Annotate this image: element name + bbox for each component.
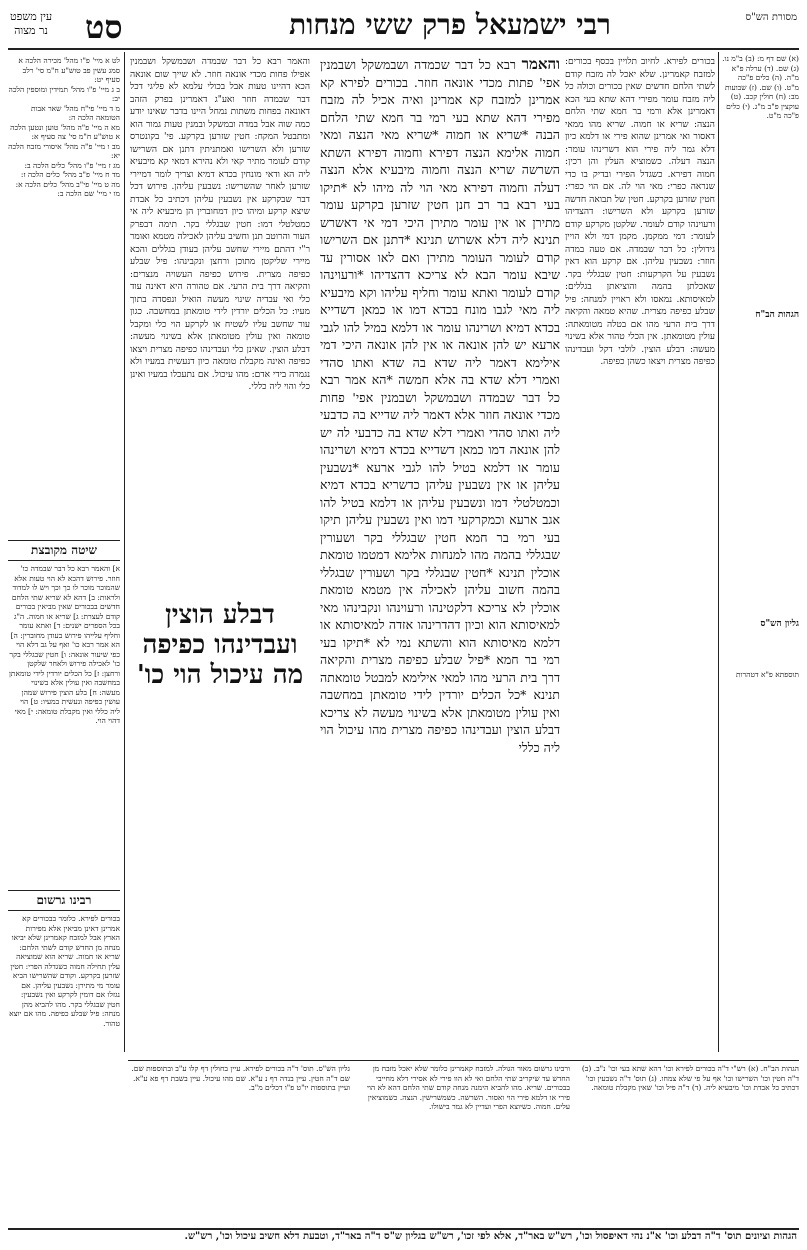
rabbenu-gershom-text: בכורים לפירא. כלומר בבכורים קא אמרינן דאינן מביאין אלא מפירות הארץ אבל למזבח קאמרינן שלא יביאו מנחה מן החדש קודם לשתי הלחם: שריא או חמוה. שריא הוא שמוציאה עלין תחילה חמוה כשגדלה הפרי: חטין שזרען בקרקע. וקודם שהשרישו הביא עומר מי מתירן: נשבעין עליהן. אם נגזלו אם דומין לקרקע ואין נשבעין: חטין שבגללי בקר. מהו להביא מהן מנחה: פיל שבלע כפיפה. מהו אם יוצא טהור. <box>9 914 120 1028</box>
mesorat-hashas-margin <box>721 54 799 814</box>
shita-mekubetzet-text: א] והאמר רבא כל דבר שבמדה כו' חוזר. פירוש דהכא לא הוי טעות אלא שהמוכר מוכר לו כך וכך ויש לו למדוד ולראות: ב] דהא לא שריא שתי הלחם חדשים בבכורים שאין מביאין בכורים קודם לעצרת: ג] שריא או חמוה. ה"ג בכל הספרים ישנים: ד] ואתא עומר וחליף עלייהו פירוש בעודן מחוברין: ה] הא אמר רבא כו' ואף על גב דלא הוי כפי שיעור אונאה: ו] חטין שבגללי בקר כו' לאכילה פירוש ולאחר שלקטן ורחצן: ז] כל הכלים יורדין לידי טומאתן במחשבה ואין עולין אלא בשינוי מעשה: ח] בלע הוצין פירוש שמהן עושין כפיפה ונעשית במעיו: ט] הוי ליה כללי ואין מקבלת טומאה: י] מאי דהוי הוי. <box>8 564 120 725</box>
rabbenu-gershom-bottom: ורבינו גרשום מאור הגולה. למזבח קאמרינן כלומר שלא יאכל מזבח מן החדש עד שיקריב שתי הלחם ואי לא הוו פירי לא אסירי דלא מחייבי בבכורים. שריא. מהו להביא הימנה מנחה קודם שתי הלחם דהא לא הוי פירי או דלמא פירי הוי ואסור. השרשה. כשמשרישין. הנצה. כשמוציאין עלים. חמוה. כשיוצא הפרי ועדיין לא גמר בישולו. <box>367 1064 570 1111</box>
gilyon-hashas-bottom: גליון הש"ס. תוס' ד"ה בכורים לפירא. עיין בחולין דף קלו ע"ב ובתוספות שם. שם ד"ה חטין. עיין בנדה דף נ ע"א. שם מהו עיכול. עיין בשבת דף פא ע"א. ועיין בתוספות יו"ט פ"ו דכלים מ"ב. <box>131 1064 350 1092</box>
ein-mishpat-item: ב ג מיי' פ"ו מהל' תמידין ומוספין הלכה יב: <box>8 84 120 103</box>
mesorat-label: מסורת הש"ס <box>745 12 797 23</box>
tosafot-text: והאמר רבא כל דבר שבמדה ושבמשקל ושבמנין אפילו פחות מכדי אונאה חוזר. לא שייך שום אונאה הכא דהיינו טעות אבל בכולי עלמא לא פליגי דכל דבר שבמדה חוזר ואע"ג דאמרינן בפרק הזהב דאונאה בפחות משתות נמחל היינו בדבר שאינו יודע כמה שוה אבל במדה ובמשקל ובמנין טעות גמור הוא ומתבטל המקח: חטין שזרען בקרקע. פי' בקונטרס שזרען ולא השרישו ואמתניתין דתנן אם השרישו קודם לעומר מתיר קאי ולא נהירא דמאי קא מיבעיא ליה הא ודאי מונחין בכדא דמיא וצריך לומר דמיירי שזרען לאחר שהשרישו: נשבעין עליהן. פירוש דכל דבר שבקרקע אין נשבעין עליהן דכתיב כל אבדת שיצא קרקע ומיהו כיון דמחוברין הן מיבעיא ליה אי כמטלטלי דמו: חטין שבגללי בקר. תימה דבפרק העור והרוטב תנן וחשיב עליהן לאכילה מטמא ואומר ר"י דהתם מיירי שחשב עליהן בעודן בגללים והכא מיירי שליקטן מתוכן ורחצן ונקבינהו: פיל שבלע כפיפה מצרית. פירוש כפיפה העשויה מנצרים: והקיאה דרך בית הרעי. אם טהורה היא דאינה עוד כלי ואי עבדיה שינוי מעשה הואיל ונפסדה בתוך מעיו: כל הכלים יורדין לידי טומאתן במחשבה. כגון עור שחשב עליו לשטיח או לקרקע הוי כלי ומקבל טומאה ואין עולין מטומאתן אלא בשינוי מעשה: דבלע הוצין. שאינן כלי ועבדינהו כפיפה מצרית ויצאו כפיפה ואינה מקבלת טומאה כיון דנעשית במעיו ולא נגמרה בידי אדם: מהו עיכול. אם נתעכלו במעיו ואינן כלי והוי ליה כללי. <box>130 57 310 392</box>
rabbenu-gershom-title: רבינו גרשום <box>8 890 120 911</box>
rabbenu-gershom-box <box>8 890 120 1220</box>
gemara-text <box>320 56 560 856</box>
footer-divider <box>8 1228 799 1230</box>
mesorat-notes: (א) שם דף מ: (ב) ב"מ נו. (ג) שם. (ד) ערלה פ"א מ"ה. (ה) כלים פ"כה מ"ט. (ו) שם. (ז) שבועות מב: (ח) חולין קכב. (ט) עוקצין פ"ב מ"ג. (י) כלים פ"כה מ"ט. <box>722 54 799 120</box>
ein-mishpat-label-line1: עין משפט <box>10 10 53 23</box>
shita-mekubetzet-title: שיטה מקובצת <box>8 540 120 561</box>
page-number: סט <box>85 8 123 46</box>
gemara-opening-word: והאמר <box>521 56 560 73</box>
ein-mishpat-item: מה ט מיי' פי"ב מהל' כלים הלכה א: <box>15 179 120 189</box>
right-margin-rule <box>718 52 719 1052</box>
ein-mishpat-margin <box>8 56 120 526</box>
left-margin-rule <box>124 52 125 1052</box>
hagahot-title: הגהות הב"ח <box>755 309 799 320</box>
ein-mishpat-item: מד ח מיי' פ"ב מהל' כלים הלכה ז: <box>20 170 120 179</box>
ein-mishpat-label-line2: נר מצוה <box>14 24 49 37</box>
ein-mishpat-item: מג ז מיי' פ"ו מהל' כלים הלכה ב: <box>24 160 120 170</box>
header-divider <box>8 48 799 50</box>
hagahot-habach-bottom: הגהות הב"ח. (א) רש"י ד"ה בכורים לפירא וכו' דהא שתא בעי וכו' נ"ב. (ב) ד"ה חטין וכו' השרישו וכו' אף על פי שלא צמחו. (ג) תוס' ד"ה נשבעין וכו' דכתיב כל אבדת וכו' מיבעיא ליה. (ד) ד"ה פיל וכו' שאין מקבלת טומאה. <box>581 1064 799 1092</box>
page-title: רבי ישמעאל פרק ששי מנחות <box>289 8 611 41</box>
rashi-text: בכורים לפירא. לחיוב תלויין בכסף בכורים: למזבח קאמרינן. שלא יאכל לה מזבח קודם לשתי הלחם חדשים שאין בכורים וכולה כל ליה מזבח עומר מפירי דהא שתא בעי הכא דאמרינן אלא ורמי בר חמא שתי הלחם הנצה: שריא או חמוה. שריא מהו ממאי דאסור ואי אמרינן שהוא פירי או דלמא כיון דלא גמר ליה פירי הוא דשרינהו עומר: הנצה דעלה. כשמוציא העלין והן רכין: חמוה דפירא. כשגדל הפירי ובדיק בו כדי שנראה כפרי: מאי הוי לה. אם הוי כפרי: חטין שזרען בקרקע. חטין של תבואה חדשה שזרען בקרקע ולא השרישו: דהצדיהו ורעוינהו קודם לעומר. שלקטן מקרקע קודם לעומר: דמי ממקמן. מקמן דמי ולא הויין גידולין: כל דבר שבמדה. אם טעה במדה חוזר: נשבעין עליהן. אם קרקע הוא דאין נשבעין על הקרקעות: חטין שבגללי בקר. שאכלתן בהמה והוציאתן בגללים: למאיסותא. נמאסו ולא ראויין למנחה: פיל שבלע כפיפה מצרית. שהיא טמאה והקיאה דרך בית הרעי מהו אם בטלה מטומאתה: עולין מטומאתן. אין הכלי טהור אלא בשינוי מעשה: דבלע הוצין. לולבי דקל ועבדינהו כפיפה מצרית ויצאו כשהן כפיפה. <box>565 57 715 367</box>
bottom-section-rule <box>128 1060 799 1061</box>
gemara-body: רבא כל דבר שכמדה ושבמשקל ושבמנין אפי' פתות מכדי אונאה חוזר. בכורים לפירא קא אמרינן למזבח קא אמרינן ואיה אכיל לה מזבח מפירי דהא שתא בעי רמי בר חמא שתי הלחם הבנה *שריא או חמוה *שריא מאי הנצה ומאי חמוה אלימא הנצה דפירא וחמוה דפירא השתא השרשה שריא הנצה וחמוה מיבעיא אלא הנצה דעלה וחמוה דפירא מאי הוי לה מיהו לא *תיקו בעי רבא בר רב חנן חטין שזרען בקרקע עומר מתירן או אין עומר מתירן היכי דמי אי דאשרש תנינא ליה דלא אשרוש תנינא *דתנן אם השרישו קודם לעומר העומר מתירן ואם לאו אסורין עד שיבא עומר הבא לא צריכא דהצדיהו *ורעוינהו קודם לעומר ואתא עומר וחליף עליהו וקא מיבעיא ליה מאי לגבו מונח בכדא דמו או כמאן דשדייא בכדא דמיא ושרינהו עומר או דלמא במיל להו לגבי ארעא יש להן אונאה או אין להן אונאה היכי דמי אילימא דאמר ליה שדא בה שדא ואתו סהדי ואמרי דלא שדא בה אלא חמשה *הא אמר רבא כל דבר שבמדה ושבמשקל ושבמנין אפי' פחות מכדי אונאה חוזר אלא דאמר ליה שדייא בה כדבעי ליה ואתו סהדי ואמרי דלא שדא בה כדבעי לה יש להן אונאה דמו כמאן דשדייא בכדא דמיא ושרינהו עומר או דלמא בטיל להו לגבי ארעא *נשבעין עליהן או אין נשבעין עליהן כדשריא בכדא דמיא וכמטלטלי דמו ונשבעין עליהן או דלמא בטיל להו אגב ארעא וכמקרקעי דמו ואין נשבעין עליהן תיקו בעי רמי בר חמא חטין שבגללי בקר ושעורין שבגללי בהמה מהו למנחות אלימא דמטמו טומאת אוכלין תנינא *חטין שבגללי בקר ושעורין שבגללי בהמה חשוב עליהן לאכילה אין מטמא טומאת אוכלין לא צריכא דלקטינהו ורעוינהו ונקבינהו מאי למאיסותא הוא וכיון דהדרינהו אזדה למאיסותא או דלמא מאיסותא הוא והשתא נמי לא *תיקו בעי רמי בר חמא *פיל שבלע כפיפה מצרית והקיאה דרך בית הרעי מהו למאי אילימא למבטל טומאתה תנינא *כל הכלים יורדין לידי טומאתן במחשבה ואין עולין מטומאתן אלא בשינוי מעשה לא צריכא דבלע הוצין ועבדינהו כפיפה מצרית מהו עיכול הוי ליה כללי <box>320 57 560 755</box>
rashi-commentary <box>565 56 715 1056</box>
ein-mishpat-item: מא ה מיי' פ"ה מהל' טוען ונטען הלכה א טוש"ע ח"מ סי' צה סעיף א: <box>10 122 120 141</box>
ein-mishpat-label <box>10 10 52 38</box>
ein-mishpat-item: לט א מיי' פ"ו מהל' מכירה הלכה א סמג עשין פב טוש"ע ח"מ סי' רלב סעיף יט: <box>18 56 120 84</box>
ein-mishpat-item: מו י מיי' שם הלכה ב: <box>57 189 120 198</box>
ein-mishpat-item: מ ד מיי' פי"ח מהל' שאר אבות הטומאה הלכה ה: <box>30 103 120 122</box>
ein-mishpat-item: מב ו מיי' פ"ה מהל' איסורי מזבח הלכה יא: <box>8 141 120 160</box>
dibbur-hamatchil-large: דבלע הוצין ועבדינהו כפיפה מה עיכול הוי כו' <box>130 600 310 690</box>
gilyon-title: גליון הש"ס <box>760 619 799 629</box>
footer-hagahot: הגהות וציונים תוס' ד"ה דבלע וכו' א"נ נהי דאיפסול וכו', רש"ש באר"ד, אלא לפי זכו', רש"ש בגליון ש"ס ד"ה באר"ד, וטבעת דלא חשיב עיכול וכו', רש"ש. <box>184 1231 797 1242</box>
shita-mekubetzet-box <box>8 540 120 880</box>
tosefta-note: תוספתא פ"א דטהרות <box>735 669 799 679</box>
tosafot-commentary <box>130 56 310 1056</box>
